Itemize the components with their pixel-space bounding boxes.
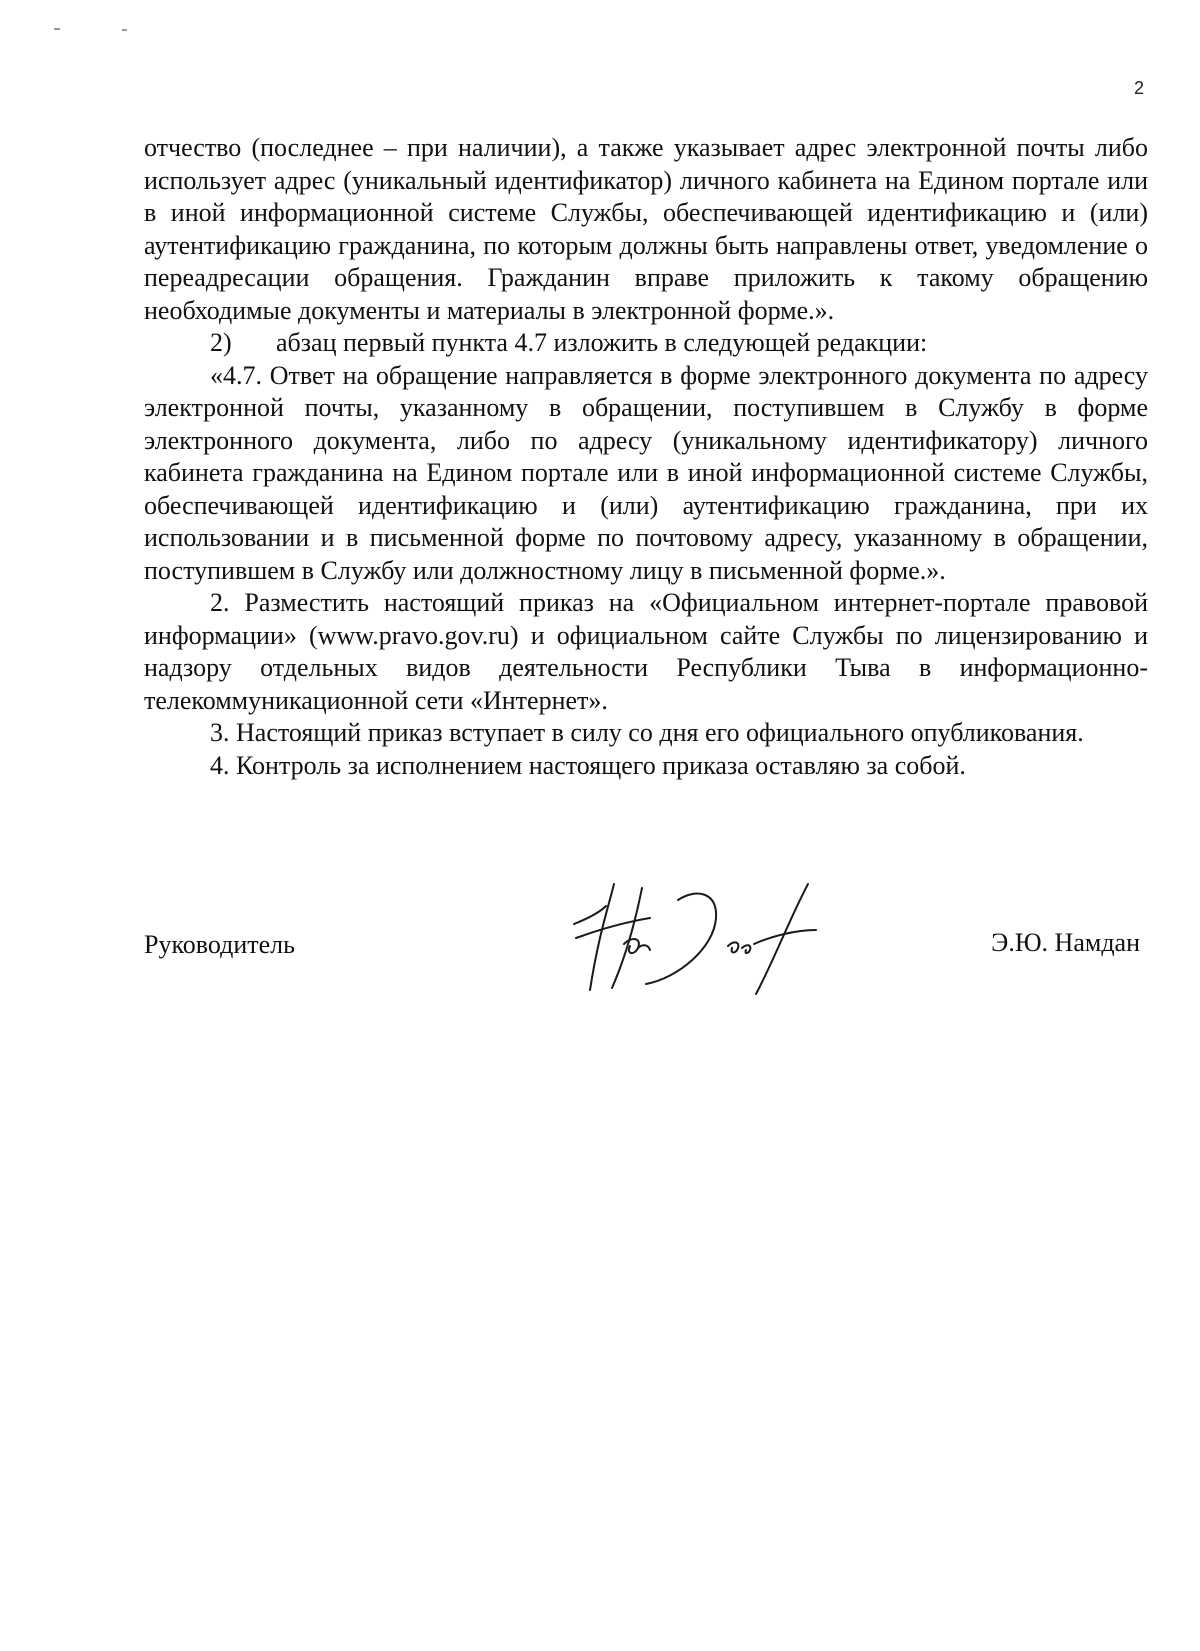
document-body (144, 132, 1148, 782)
paragraph-control: 4. Контроль за исполнением настоящего приказа оставляю за собой. (210, 750, 966, 780)
paragraph-publication: 2. Разместить настоящий приказ на «Официальном интернет-портале правовой информации» (www.pravo.gov.ru) и официальном сайте Службы по лицензированию и надзору отдельных видов деятельности Республики Тыва в информационно-телекоммуникационной сети «Интернет». (144, 588, 1148, 715)
scan-artifact-mark (122, 29, 127, 31)
signatory-position: Руководитель (144, 930, 295, 959)
signature-block (144, 878, 1148, 998)
paragraph-continuation: отчество (последнее – при наличии), а также указывает адрес электронной почты либо использует адрес (уникальный идентификатор) личного кабинета на Едином портале или в иной информационной системе Службы, обеспечивающей идентификацию и (или) аутентификацию гражданина, по которым должны быть направлены ответ, уведомление о переадресации обращения. Гражданин вправе приложить к такому обращению необходимые документы и материалы в электронной форме.». (144, 133, 1148, 325)
list-item-number: 2) (210, 328, 232, 357)
paragraph-new-wording: «4.7. Ответ на обращение направляется в форме электронного документа по адресу электронной почты, указанному в обращении, поступившем в Службу в форме электронного документа, либо по адресу (уникальному идентификатору) личного кабинета гражданина на Едином портале или в иной информационной системе Службы, обеспечивающей идентификацию и (или) аутентификацию гражданина, при их использовании и в письменной форме по почтовому адресу, указанному в обращении, поступившем в Службу или должностному лицу в письменной форме.». (144, 360, 1148, 585)
scan-artifact-mark (54, 28, 60, 30)
signatory-name: Э.Ю. Намдан (991, 928, 1140, 957)
list-item-amendment (144, 327, 1148, 360)
paragraph-effective-date: 3. Настоящий приказ вступает в силу со дня его официального опубликования. (210, 718, 1084, 747)
handwritten-signature (568, 878, 828, 998)
list-item-text: абзац первый пункта 4.7 изложить в следующей редакции: (276, 328, 928, 357)
page-number: 2 (1133, 78, 1144, 98)
